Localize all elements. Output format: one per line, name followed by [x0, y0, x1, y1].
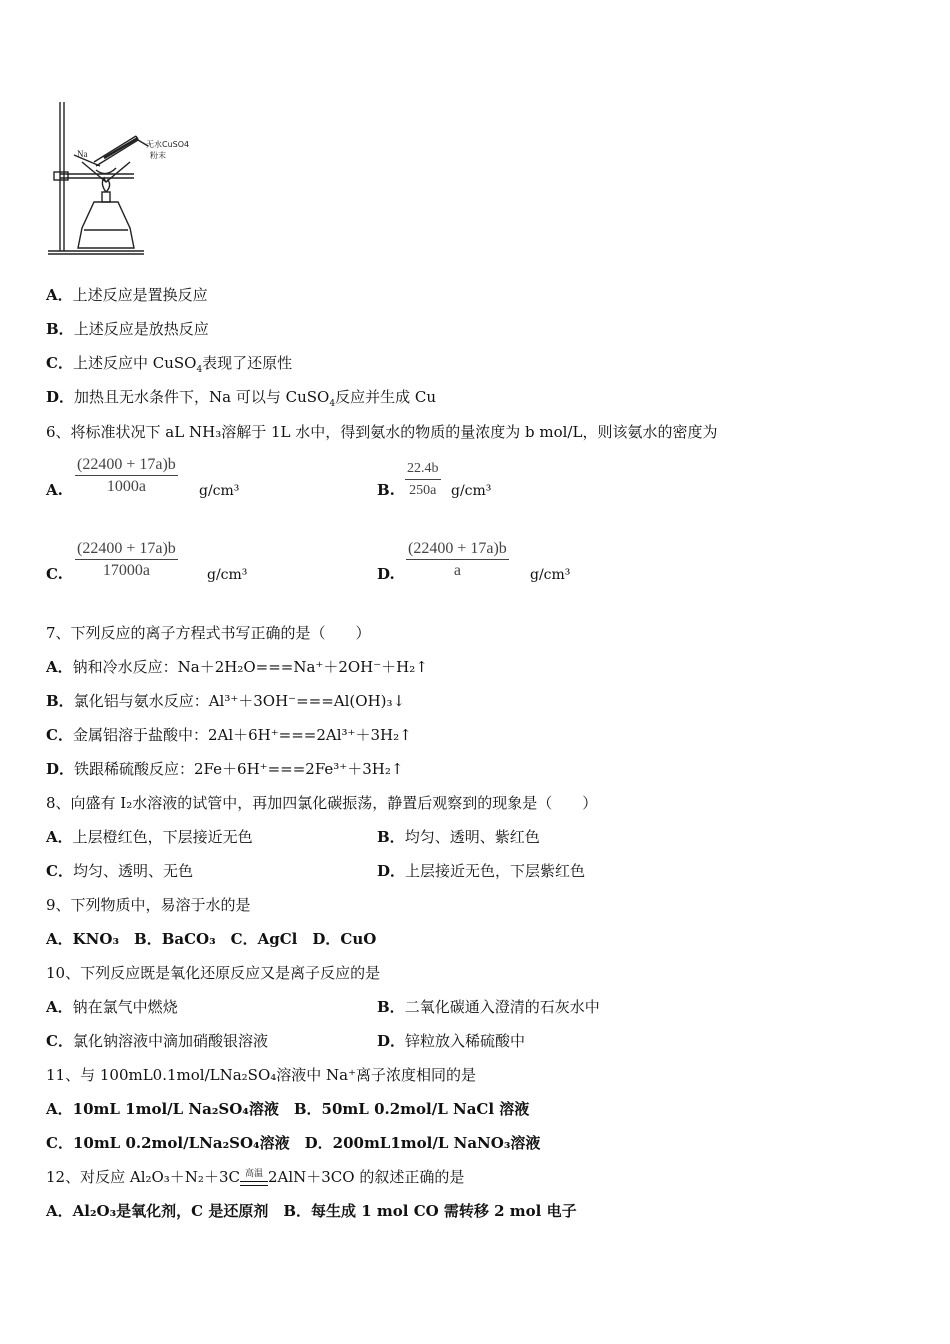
q11-stem: 11、与 100mL0.1mol/LNa₂SO₄溶液中 Na⁺离子浓度相同的是	[46, 1066, 477, 1084]
q5-option-c: C．上述反应中 CuSO$_4$表现了还原性	[46, 354, 293, 375]
q10-stem: 10、下列反应既是氧化还原反应又是离子反应的是	[46, 964, 381, 982]
q6-stem: 6、将标准状况下 aL NH₃溶解于 1L 水中，得到氨水的物质的量浓度为 b mol/L，则该氨水的密度为	[46, 423, 718, 441]
q11-options-row1: A．10mL 1mol/L Na₂SO₄溶液 B．50mL 0.2mol/L NaCl 溶液	[46, 1100, 530, 1118]
q6-fraction-d: $\frac{(22400 + 17a)b}{a}$	[408, 540, 507, 579]
label-powder: 粉末	[150, 151, 166, 160]
q10-option-a: A．钠在氯气中燃烧	[46, 998, 178, 1016]
q5-option-d: D．加热且无水条件下，Na 可以与 CuSO$_4$反应并生成 Cu	[46, 388, 436, 409]
q8-option-a: A．上层橙红色，下层接近无色	[46, 828, 253, 846]
q8-options-row2	[46, 861, 586, 881]
apparatus-figure	[44, 98, 200, 260]
q10-option-d: D．锌粒放入稀硫酸中	[377, 1032, 526, 1050]
q9-stem: 9、下列物质中，易溶于水的是	[46, 896, 251, 914]
label-cuso4: 无水CuSO4	[146, 140, 190, 149]
q6-unit-a: g/cm³	[199, 483, 240, 499]
label-na: Na	[77, 149, 88, 159]
q8-stem: 8、向盛有 I₂水溶液的试管中，再加四氯化碳振荡，静置后观察到的现象是（ ）	[46, 794, 598, 812]
q6-fraction-b: $\frac{22.4b}{250a}$	[407, 461, 439, 498]
q10-options-row1	[46, 997, 600, 1017]
q6-label-c: C.	[46, 565, 63, 583]
q6-fraction-c: $\frac{(22400 + 17a)b}{17000a}$	[77, 540, 176, 579]
q10-options-row2	[46, 1031, 526, 1051]
q11-options-row2: C．10mL 0.2mol/LNa₂SO₄溶液 D．200mL1mol/L NaNO₃溶液	[46, 1134, 541, 1152]
q12-condition: 高温	[240, 1170, 268, 1179]
q6-unit-d: g/cm³	[530, 567, 571, 583]
q7-option-a: A．钠和冷水反应：Na＋2H₂O===Na⁺＋2OH⁻＋H₂↑	[46, 658, 428, 676]
q8-options-row1	[46, 827, 540, 847]
q6-label-d: D.	[377, 565, 395, 583]
q7-stem: 7、下列反应的离子方程式书写正确的是（ ）	[46, 624, 371, 642]
q5-option-a: A．上述反应是置换反应	[46, 286, 208, 304]
q6-fraction-a: $\frac{(22400 + 17a)b}{1000a}$	[77, 456, 176, 495]
q10-option-b: B．二氧化碳通入澄清的石灰水中	[377, 998, 600, 1016]
q6-label-b: B.	[377, 481, 395, 499]
q6-unit-c: g/cm³	[207, 567, 248, 583]
q12-stem: 12、对反应 Al₂O₃＋N₂＋3C 高温 2AlN＋3CO 的叙述正确的是	[46, 1168, 465, 1186]
q12-options-row1: A．Al₂O₃是氧化剂，C 是还原剂 B．每生成 1 mol CO 需转移 2 mol 电子	[46, 1202, 577, 1220]
q8-option-d: D．上层接近无色，下层紫红色	[377, 862, 586, 880]
q6-label-a: A.	[46, 481, 63, 499]
q6-unit-b: g/cm³	[451, 483, 492, 499]
q7-option-c: C．金属铝溶于盐酸中：2Al＋6H⁺===2Al³⁺＋3H₂↑	[46, 726, 412, 744]
q5-option-b: B．上述反应是放热反应	[46, 320, 209, 338]
q8-option-c: C．均匀、透明、无色	[46, 862, 193, 880]
q9-options: A．KNO₃ B．BaCO₃ C．AgCl D．CuO	[46, 930, 377, 948]
q8-option-b: B．均匀、透明、紫红色	[377, 828, 540, 846]
q7-option-d: D．铁跟稀硫酸反应：2Fe＋6H⁺===2Fe³⁺＋3H₂↑	[46, 760, 404, 778]
q10-option-c: C．氯化钠溶液中滴加硝酸银溶液	[46, 1032, 268, 1050]
q7-option-b: B．氯化铝与氨水反应：Al³⁺＋3OH⁻===Al(OH)₃↓	[46, 692, 406, 710]
